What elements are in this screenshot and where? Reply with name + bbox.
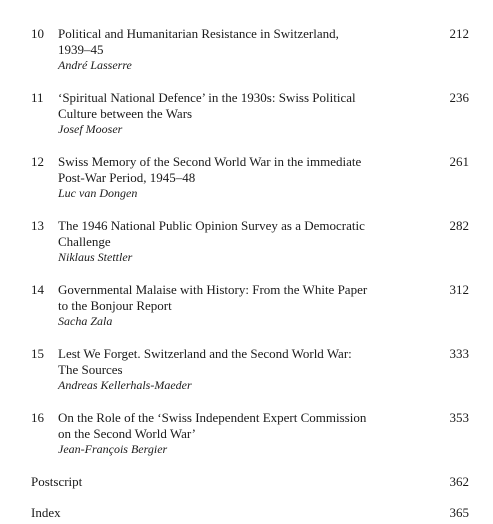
chapter-title-line-2: to the Bonjour Report <box>58 298 172 313</box>
toc-entry-chapter-16 <box>31 410 469 457</box>
postscript-label: Postscript <box>31 474 83 489</box>
chapter-title-line-1: Lest We Forget. Switzerland and the Second World War: <box>58 346 352 361</box>
chapter-author: André Lasserre <box>58 58 132 72</box>
chapter-body <box>58 346 421 393</box>
chapter-body <box>58 282 421 329</box>
chapter-title <box>58 90 421 122</box>
chapter-title <box>58 346 421 378</box>
toc-entry-chapter-10 <box>31 26 469 73</box>
chapter-title <box>58 282 421 314</box>
chapter-page-number: 333 <box>449 346 469 361</box>
chapter-number: 12 <box>31 154 44 169</box>
postscript-page-number: 362 <box>449 474 469 489</box>
chapter-title-line-1: Political and Humanitarian Resistance in Switzerland, <box>58 26 339 41</box>
chapter-title-line-1: ‘Spiritual National Defence’ in the 1930s: Swiss Political <box>58 90 356 105</box>
chapter-title-line-1: On the Role of the ‘Swiss Independent Expert Commission <box>58 410 367 425</box>
chapter-title-line-1: Governmental Malaise with History: From the White Paper <box>58 282 368 297</box>
chapter-title <box>58 410 421 442</box>
chapter-title-line-2: on the Second World War’ <box>58 426 196 441</box>
chapter-number: 16 <box>31 410 44 425</box>
chapter-title-line-2: Culture between the Wars <box>58 106 193 121</box>
index-label: Index <box>31 505 61 520</box>
chapter-title <box>58 154 421 186</box>
chapter-page-number: 312 <box>449 282 469 297</box>
chapter-page-number: 353 <box>449 410 469 425</box>
chapter-author: Andreas Kellerhals-Maeder <box>58 378 192 392</box>
toc-entry-postscript <box>31 474 469 490</box>
chapter-body <box>58 410 421 457</box>
chapter-title-line-1: The 1946 National Public Opinion Survey as a Democratic <box>58 218 365 233</box>
chapter-body <box>58 26 421 73</box>
chapter-title-line-1: Swiss Memory of the Second World War in the immediate <box>58 154 362 169</box>
chapter-title <box>58 218 421 250</box>
chapter-number: 13 <box>31 218 44 233</box>
chapter-title-line-2: Challenge <box>58 234 111 249</box>
chapter-title-line-2: The Sources <box>58 362 123 377</box>
toc-entry-chapter-12 <box>31 154 469 201</box>
table-of-contents <box>31 26 469 521</box>
toc-entry-chapter-15 <box>31 346 469 393</box>
chapter-number: 15 <box>31 346 44 361</box>
chapter-number: 11 <box>31 90 44 105</box>
chapter-title-line-2: 1939–45 <box>58 42 104 57</box>
toc-entry-chapter-11 <box>31 90 469 137</box>
toc-entry-index <box>31 505 469 521</box>
chapter-page-number: 236 <box>449 90 469 105</box>
chapter-body <box>58 154 421 201</box>
toc-entry-chapter-14 <box>31 282 469 329</box>
chapter-body <box>58 90 421 137</box>
toc-entry-chapter-13 <box>31 218 469 265</box>
chapter-title <box>58 26 421 58</box>
chapter-author: Josef Mooser <box>58 122 123 136</box>
chapter-number: 14 <box>31 282 44 297</box>
chapter-author: Niklaus Stettler <box>58 250 133 264</box>
index-page-number: 365 <box>449 505 469 520</box>
chapter-body <box>58 218 421 265</box>
chapter-author: Jean-François Bergier <box>58 442 168 456</box>
chapter-page-number: 212 <box>449 26 469 41</box>
chapter-page-number: 261 <box>449 154 469 169</box>
chapter-page-number: 282 <box>449 218 469 233</box>
chapter-number: 10 <box>31 26 44 41</box>
chapter-title-line-2: Post-War Period, 1945–48 <box>58 170 196 185</box>
chapter-author: Luc van Dongen <box>58 186 138 200</box>
chapter-author: Sacha Zala <box>58 314 113 328</box>
